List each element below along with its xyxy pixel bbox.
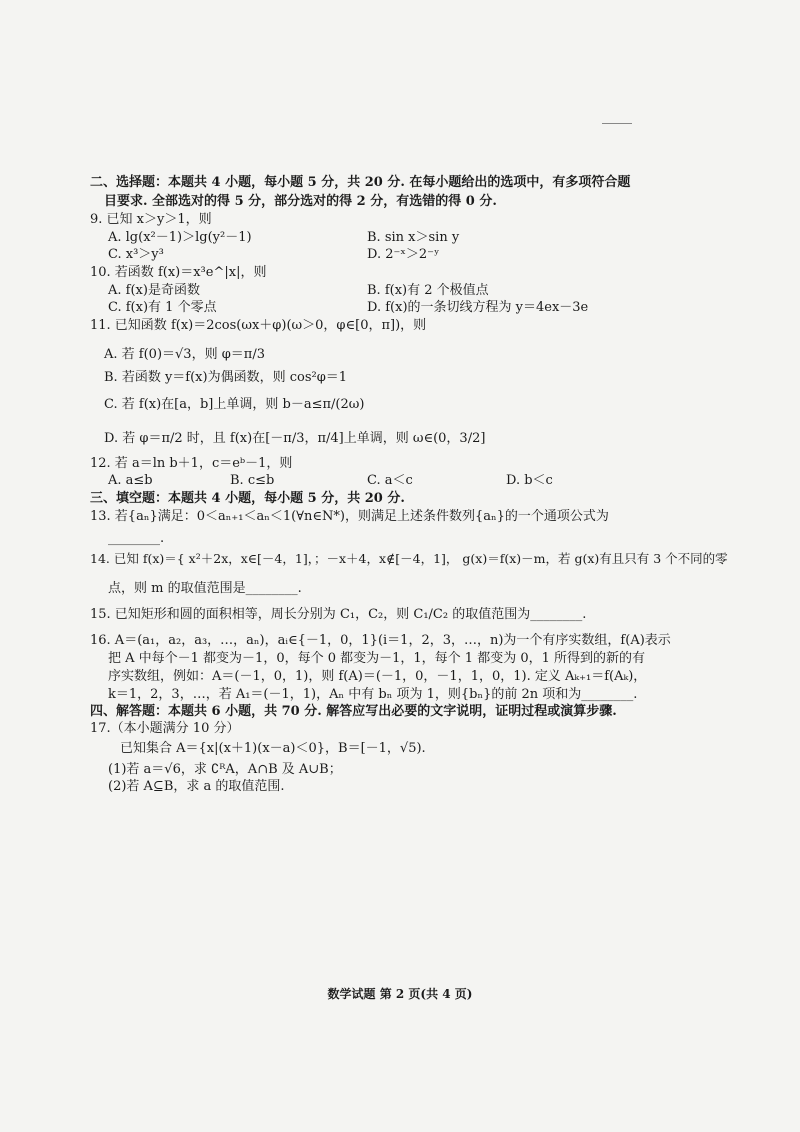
q14-line1: 14. 已知 f(x)＝{ x²＋2x，x∈[－4，1]，；－x＋4，x∉[－4，1]， g(x)＝f(x)－m，若 g(x)有且只有 3 个不同的零 <box>90 551 728 566</box>
q12-option-d: D. b＜c <box>506 473 553 488</box>
q10-stem: 10. 若函数 f(x)＝x³e^|x|，则 <box>90 265 267 280</box>
q17-title: 17.（本小题满分 10 分） <box>90 721 240 736</box>
q9-option-d: D. 2⁻ˣ＞2⁻ʸ <box>367 247 440 262</box>
q11-option-b: B. 若函数 y＝f(x)为偶函数，则 cos²φ＝1 <box>104 370 348 385</box>
q10-option-b: B. f(x)有 2 个极值点 <box>367 283 489 298</box>
q12-option-b: B. c≤b <box>230 473 275 488</box>
q9-option-c: C. x³＞y³ <box>108 247 164 262</box>
q16-line2: 把 A 中每个－1 都变为－1，0，每个 0 都变为－1，1，每个 1 都变为 0，1 所得到的新的有 <box>108 651 646 666</box>
scan-mark <box>602 123 632 124</box>
q9-option-a: A. lg(x²－1)＞lg(y²－1) <box>108 230 252 245</box>
q17-given: 已知集合 A＝{x|(x＋1)(x－a)＜0}，B＝[－1，√5). <box>120 741 426 756</box>
q11-option-c: C. 若 f(x)在[a，b]上单调，则 b－a≤π/(2ω) <box>104 397 365 412</box>
q11-option-d: D. 若 φ＝π/2 时，且 f(x)在[－π/3，π/4]上单调，则 ω∈(0，3/2] <box>104 431 486 446</box>
q10-option-d: D. f(x)的一条切线方程为 y＝4ex－3e <box>367 300 589 315</box>
section2-heading-line1: 二、选择题：本题共 4 小题，每小题 5 分，共 20 分. 在每小题给出的选项中，有多项符合题 <box>90 175 631 190</box>
q14-line2: 点，则 m 的取值范围是________. <box>108 581 302 596</box>
section4-heading: 四、解答题：本题共 6 小题，共 70 分. 解答应写出必要的文字说明，证明过程或演算步骤. <box>90 704 617 719</box>
q13-line1: 13. 若{aₙ}满足：0＜aₙ₊₁＜aₙ＜1(∀n∈N*)，则满足上述条件数列{aₙ}的一个通项公式为 <box>90 509 609 524</box>
section2-heading-line2: 目要求. 全部选对的得 5 分，部分选对的得 2 分，有选错的得 0 分. <box>104 194 497 209</box>
page-footer: 数学试题 第 2 页(共 4 页) <box>327 987 473 1001</box>
q9-option-b: B. sin x＞sin y <box>367 230 460 245</box>
q10-option-c: C. f(x)有 1 个零点 <box>108 300 217 315</box>
q16-line1: 16. A＝(a₁，a₂，a₃，…，aₙ)，aᵢ∈{－1，0，1}(i＝1，2，3，…，n)为一个有序实数组，f(A)表示 <box>90 633 671 648</box>
q17-part1: (1)若 a＝√6，求 ∁ᴿA，A∩B 及 A∪B； <box>108 762 342 777</box>
q9-stem: 9. 已知 x＞y＞1，则 <box>90 212 212 227</box>
q11-option-a: A. 若 f(0)＝√3，则 φ＝π/3 <box>104 347 265 362</box>
q12-option-c: C. a＜c <box>367 473 413 488</box>
q10-option-a: A. f(x)是奇函数 <box>108 283 200 298</box>
q12-stem: 12. 若 a＝ln b＋1，c＝eᵇ－1，则 <box>90 456 293 471</box>
q16-line4: k＝1，2，3，…，若 A₁＝(－1，1)，Aₙ 中有 bₙ 项为 1，则{bₙ}的前 2n 项和为________. <box>108 687 638 702</box>
q17-part2: (2)若 A⊆B，求 a 的取值范围. <box>108 779 285 794</box>
q16-line3: 序实数组，例如：A＝(－1，0，1)，则 f(A)＝(－1，0，－1，1，0，1). 定义 Aₖ₊₁＝f(Aₖ)， <box>108 669 647 684</box>
q13-line2: ________. <box>108 531 165 546</box>
q15: 15. 已知矩形和圆的面积相等，周长分别为 C₁，C₂，则 C₁/C₂ 的取值范围为________. <box>90 607 587 622</box>
q12-option-a: A. a≤b <box>108 473 153 488</box>
q11-stem: 11. 已知函数 f(x)＝2cos(ωx＋φ)(ω＞0，φ∈[0，π])，则 <box>90 318 427 333</box>
section3-heading: 三、填空题：本题共 4 小题，每小题 5 分，共 20 分. <box>90 491 405 506</box>
